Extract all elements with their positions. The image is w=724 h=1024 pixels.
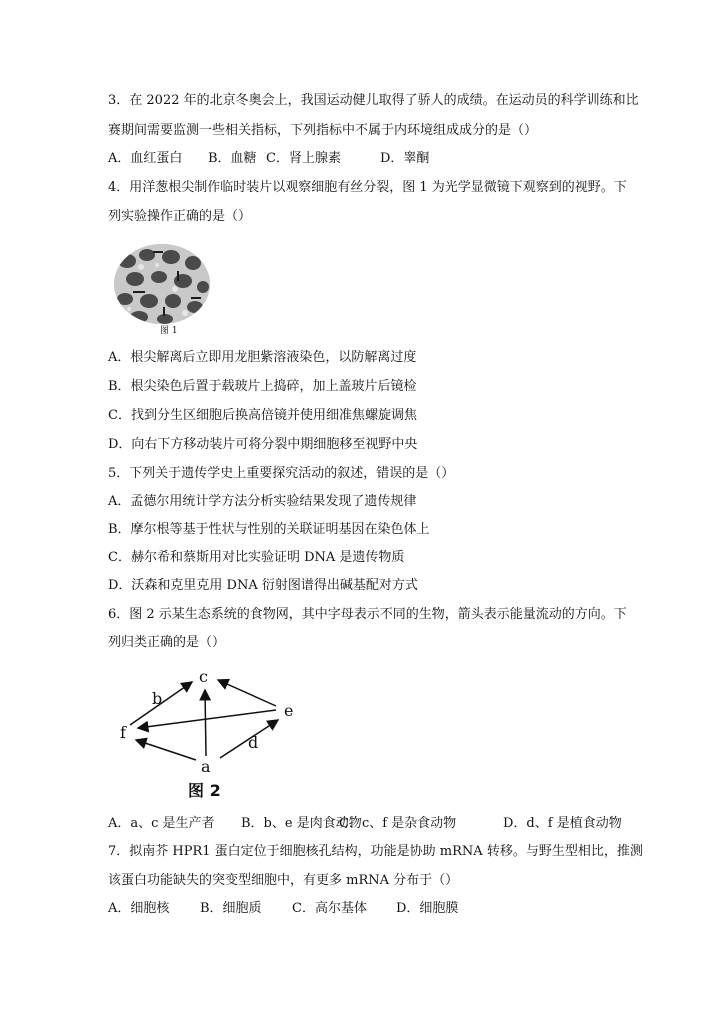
q7-options <box>108 900 458 918</box>
q4-stem-line2: 列实验操作正确的是（） <box>108 209 252 224</box>
q7-stem-line1: 7．拟南芥 HPR1 蛋白定位于细胞核孔结构，功能是协助 mRNA 转移。与野生型相比，推测 <box>108 844 643 859</box>
arrow-a-to-c <box>205 690 206 756</box>
q6-option-a[interactable]: A．a、c 是生产者 <box>108 816 215 831</box>
q3-option-c[interactable]: C．肾上腺素 <box>266 151 341 166</box>
q4-option-b[interactable]: B．根尖染色后置于载玻片上捣碎，加上盖玻片后镜检 <box>108 379 417 394</box>
q3-stem-line2: 赛期间需要监测一些相关指标，下列指标中不属于内环境组成成分的是（） <box>108 123 538 138</box>
node-a: a <box>201 757 211 776</box>
node-f: f <box>120 723 126 742</box>
q3-stem-line1: 3．在 2022 年的北京冬奥会上，我国运动健儿取得了骄人的成绩。在运动员的科学训练和比 <box>108 93 639 108</box>
q7-option-d[interactable]: D．细胞膜 <box>396 901 459 916</box>
q5-stem: 5．下列关于遗传学史上重要探究活动的叙述，错误的是（） <box>108 466 455 481</box>
q3-options <box>108 150 429 168</box>
node-d: d <box>248 733 259 752</box>
q6-option-d[interactable]: D．d、f 是植食动物 <box>503 816 622 831</box>
q5-option-a[interactable]: A．孟德尔用统计学方法分析实验结果发现了遗传规律 <box>108 494 417 509</box>
q6-option-b[interactable]: B．b、e 是肉食动物 <box>241 816 362 831</box>
q7-option-c[interactable]: C．高尔基体 <box>292 901 367 916</box>
q7-option-b[interactable]: B．细胞质 <box>200 901 262 916</box>
q6-stem-line2: 列归类正确的是（） <box>108 635 226 650</box>
q6-options <box>108 815 622 833</box>
node-c: c <box>199 668 208 686</box>
arrow-e-to-f <box>138 710 276 728</box>
arrow-a-to-f <box>136 740 196 760</box>
q6-option-c[interactable]: C．c、f 是杂食动物 <box>339 816 457 831</box>
q4-option-a[interactable]: A．根尖解离后立即用龙胆紫溶液染色，以防解离过度 <box>108 350 417 365</box>
q5-option-b[interactable]: B．摩尔根等基于性状与性别的关联证明基因在染色体上 <box>108 522 430 537</box>
food-web-figure-2 <box>108 668 318 808</box>
node-b: b <box>152 689 163 708</box>
q4-option-c[interactable]: C．找到分生区细胞后换高倍镜并使用细准焦螺旋调焦 <box>108 408 417 423</box>
q4-option-d[interactable]: D．向右下方移动装片可将分裂中期细胞移至视野中央 <box>108 437 418 452</box>
q3-option-b[interactable]: B．血糖 <box>208 151 257 166</box>
micrograph-figure-1 <box>113 243 211 325</box>
q6-stem-line1: 6．图 2 示某生态系统的食物网，其中字母表示不同的生物，箭头表示能量流动的方向。下 <box>108 607 627 622</box>
node-e: e <box>284 701 294 720</box>
q3-option-d[interactable]: D．睾酮 <box>380 151 430 166</box>
q7-stem-line2: 该蛋白功能缺失的突变型细胞中，有更多 mRNA 分布于（） <box>108 873 459 888</box>
q5-option-c[interactable]: C．赫尔希和蔡斯用对比实验证明 DNA 是遗传物质 <box>108 550 405 565</box>
arrow-e-to-c <box>218 680 276 706</box>
q3-option-a[interactable]: A．血红蛋白 <box>108 151 183 166</box>
q4-stem-line1: 4．用洋葱根尖制作临时装片以观察细胞有丝分裂，图 1 为光学显微镜下观察到的视野。下 <box>108 180 627 195</box>
figure-2-caption: 图 2 <box>188 781 221 800</box>
figure-1-caption: 图 1 <box>160 326 178 336</box>
q5-option-d[interactable]: D．沃森和克里克用 DNA 衍射图谱得出碱基配对方式 <box>108 578 418 593</box>
q7-option-a[interactable]: A．细胞核 <box>108 901 170 916</box>
